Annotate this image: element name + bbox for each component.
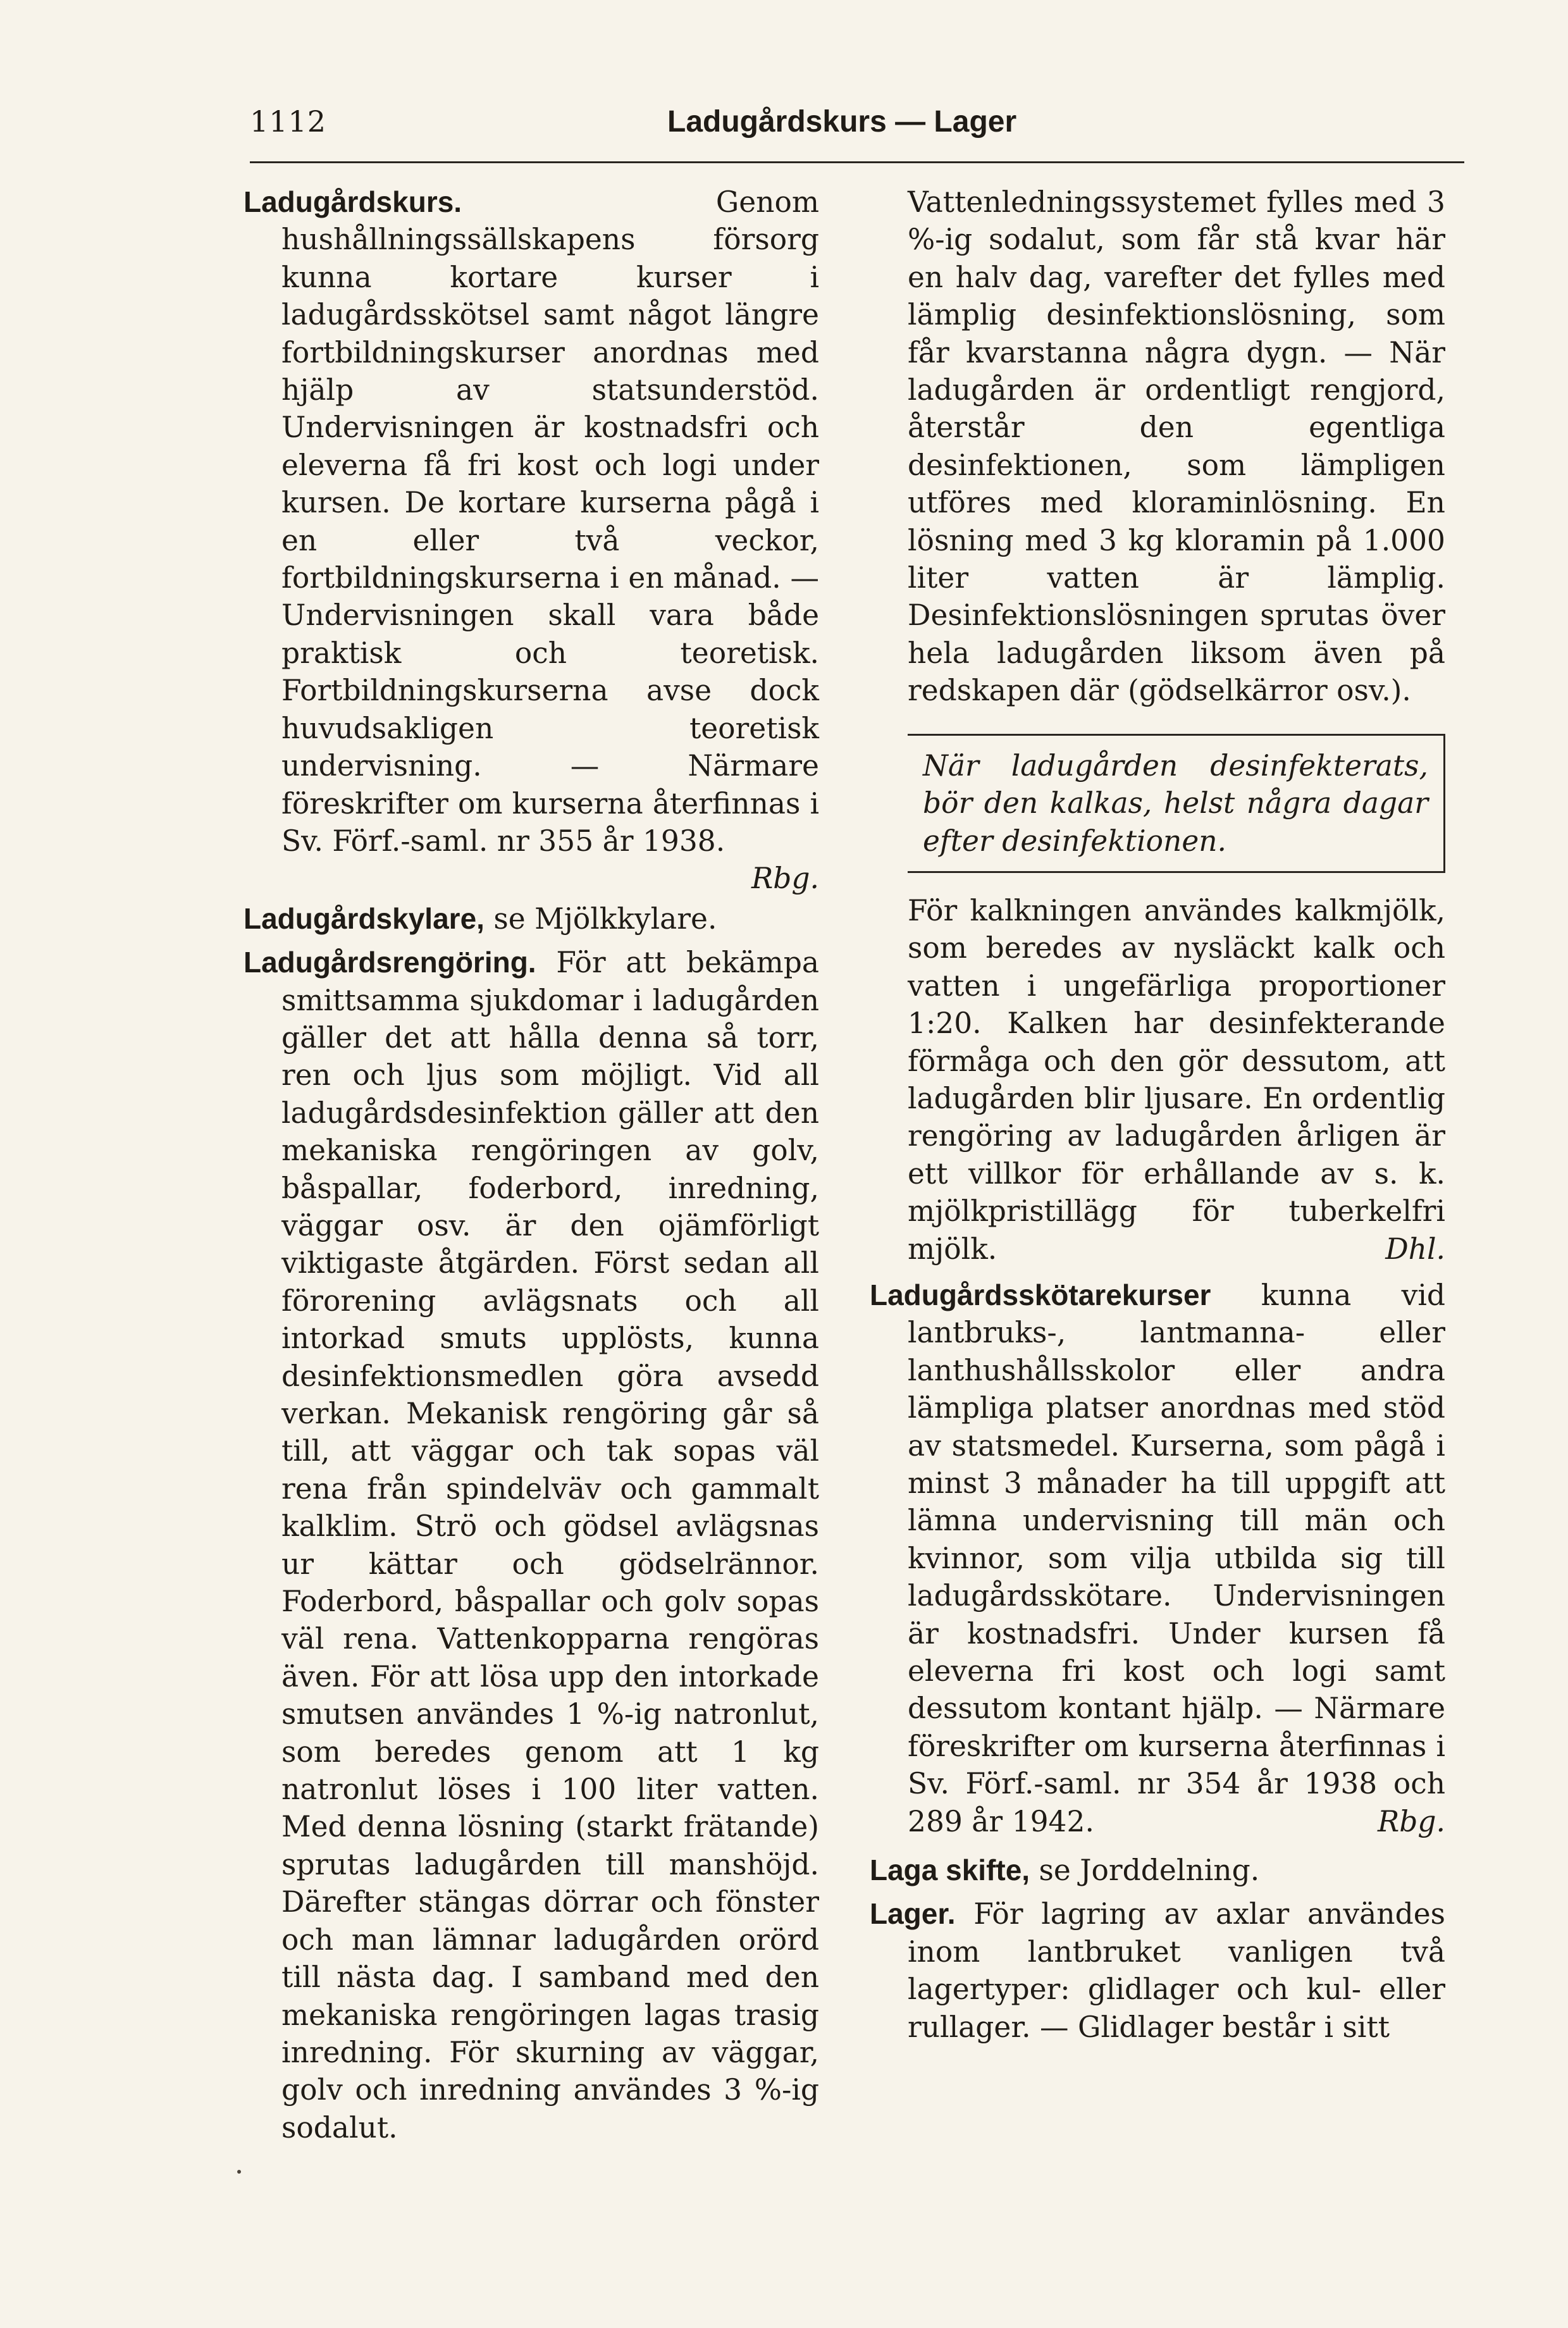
author-signature: Rbg. [1378, 1804, 1445, 1838]
headword: Ladugårdsskötarekurser [870, 1278, 1211, 1311]
headword: Ladugårdskurs. [244, 185, 462, 218]
kalkning-paragraph [870, 892, 1445, 1268]
print-speck [237, 2170, 241, 2174]
right-column [870, 183, 1445, 2052]
headword: Lager. [870, 1897, 956, 1931]
page-number: 1112 [250, 104, 327, 139]
entry-text: För lagring av axlar användes inom lantbruket vanligen två lagertyper: glidlager och kul- eller rullager. — Glidlager består i sitt [908, 1897, 1445, 2044]
header-rule [250, 161, 1464, 163]
entry-ladugardskylare [244, 900, 819, 938]
entry-laga-skifte [870, 1852, 1445, 1889]
entry-ladugardsrengoring [244, 944, 819, 2146]
headword: Ladugårdsrengöring. [244, 946, 536, 979]
page-header [250, 104, 1464, 149]
entry-ladugardskurs [244, 183, 819, 860]
entry-text: För att bekämpa smittsamma sjukdomar i ladugården gäller det att hålla denna så torr, ren och ljus som möjligt. Vid all ladugårdsdesinfektion gäller att den mekaniska rengöringen av golv, båspallar, foderbord, inredning, väggar osv. är den ojämförligt viktigaste åtgärden. Först sedan all förorening avlägsnats och all intorkad smuts upplösts, kunna desinfektionsmedlen göra avsedd verkan. Mekanisk rengöring går så till, att väggar och tak sopas väl rena från spindelväv och gammalt kalklim. Strö och gödsel avlägsnas ur kättar och gödselrännor. Foderbord, båspallar och golv sopas väl rena. Vattenkopparna rengöras även. För att lösa upp den intorkade smutsen användes 1 %-ig natronlut, som beredes genom att 1 kg natronlut löses i 100 liter vatten. Med denna lösning (starkt frätande) sprutas ladugården till manshöjd. Därefter stängas dörrar och fönster och man lämnar ladugården orörd till nästa dag. I samband med den mekaniska rengöringen lagas trasig inredning. För skurning av väggar, golv och inredning användes 3 %-ig sodalut. [281, 946, 819, 2145]
boxed-note [908, 734, 1445, 873]
entry-text: kunna vid lantbruks-, lantmanna- eller lanthushållsskolor eller andra lämpliga platser anordnas med stöd av statsmedel. Kurserna, som pågå i minst 3 månader ha till uppgift att lämna undervisning till män och kvinnor, som vilja utbilda sig till ladugårdsskötare. Undervisningen är kostnadsfri. Under kursen få eleverna fri kost och logi samt dessutom kontant hjälp. — Närmare föreskrifter om kurserna återfinnas i Sv. Förf.-saml. nr 354 år 1938 och 289 år 1942. [908, 1278, 1445, 1838]
entry-text: Genom hushållningssällskapens försorg kunna kortare kurser i ladugårdsskötsel samt något längre fortbildningskurser anordnas med hjälp av statsunderstöd. Undervisningen är kostnadsfri och eleverna få fri kost och logi under kursen. De kortare kurserna pågå i en eller två veckor, fortbildningskurserna i en månad. — Undervisningen skall vara både praktisk och teoretisk. Fortbildningskurserna avse dock huvudsakligen teoretisk undervisning. — Närmare föreskrifter om kurserna återfinnas i Sv. Förf.-saml. nr 355 år 1938. [281, 185, 819, 858]
headword: Laga skifte, [870, 1854, 1030, 1887]
entry-text: se Jorddelning. [1030, 1854, 1260, 1888]
entry-ladugardsskotarekurser [870, 1277, 1445, 1840]
headword: Ladugårdskylare, [244, 901, 485, 935]
continuation-paragraph: Vattenledningssystemet fylles med 3 %-ig sodalut, som får stå kvar här en halv dag, varefter det fylles med lämplig desinfektionslösning, som får kvarstanna några dygn. — När ladugården är ordentligt rengjord, återstår den egentliga desinfektionen, som lämpligen utföres med kloraminlösning. En lösning med 3 kg kloramin på 1.000 liter vatten är lämplig. Desinfektionslösningen sprutas över hela ladugården liksom även på redskapen där (gödselkärror osv.). [908, 185, 1445, 708]
signature-line [244, 860, 819, 897]
author-signature: Rbg. [751, 862, 819, 896]
left-column [244, 183, 819, 2153]
running-title: Ladugårdskurs — Lager [667, 105, 1017, 139]
entry-lager [870, 1895, 1445, 2046]
entry-text: se Mjölkkylare. [484, 901, 717, 936]
author-signature: Dhl. [1385, 1232, 1445, 1266]
boxed-note-text: När ladugården desinfekterats, bör den kalkas, helst några dagar efter desinfektionen. [923, 748, 1428, 858]
paragraph-text: För kalkningen användes kalkmjölk, som beredes av nysläckt kalk och vatten i ungefärliga proportioner 1:20. Kalken har desinfekterande förmåga och den gör dessutom, att ladugården blir ljusare. En ordentlig rengöring av ladugården årligen är ett villkor för erhållande av s. k. mjölkpristillägg för tuberkelfri mjölk. [908, 893, 1445, 1266]
